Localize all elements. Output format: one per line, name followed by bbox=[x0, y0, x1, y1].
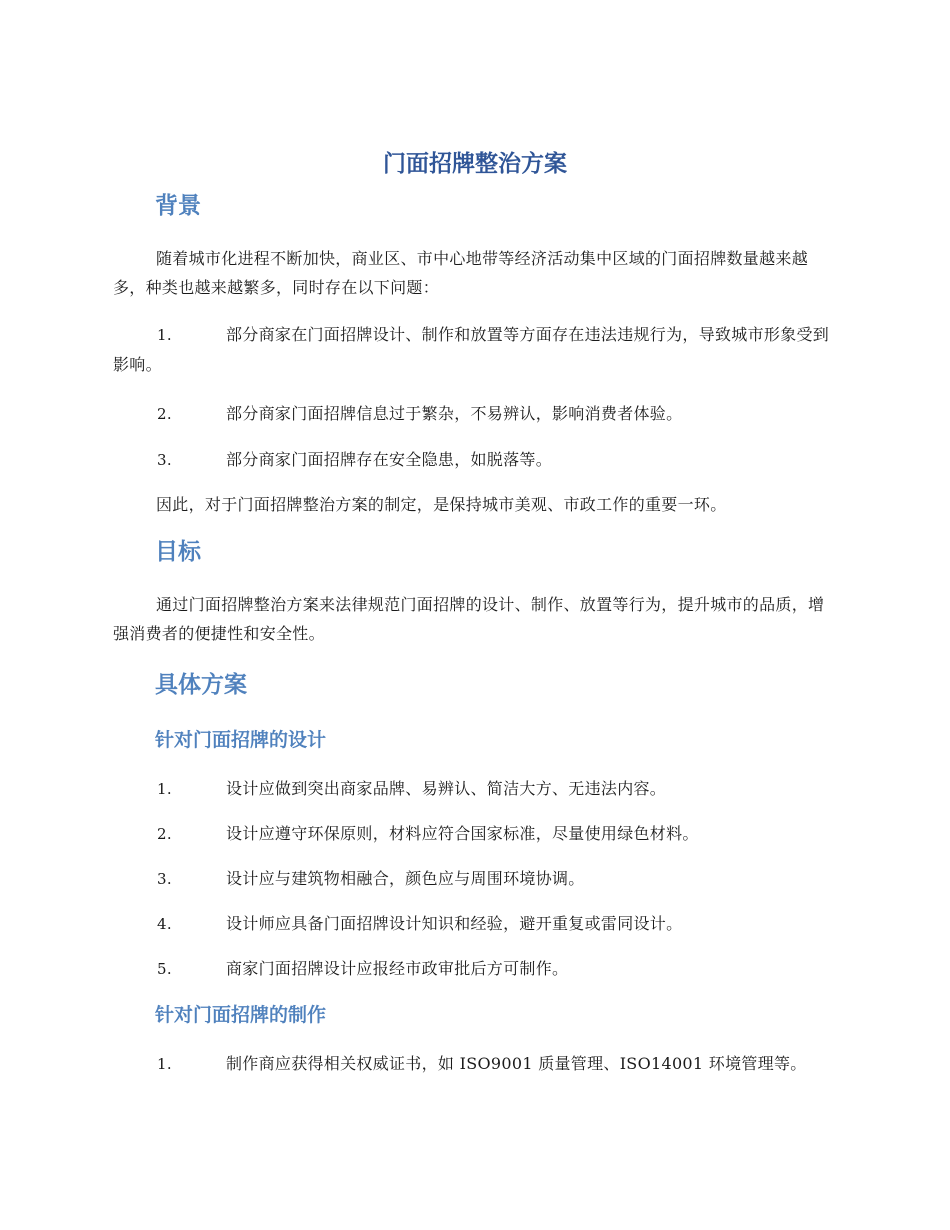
list-item bbox=[113, 864, 839, 894]
list-text: 设计师应具备门面招牌设计知识和经验，避开重复或雷同设计。 bbox=[226, 914, 683, 933]
list-item bbox=[113, 954, 839, 984]
goal-text: 通过门面招牌整治方案来法律规范门面招牌的设计、制作、放置等行为，提升城市的品质，增强消费者的便捷性和安全性。 bbox=[113, 595, 825, 643]
list-number: 2. bbox=[157, 825, 172, 843]
list-number: 1. bbox=[157, 1055, 172, 1073]
list-item bbox=[113, 909, 839, 939]
list-text: 部分商家在门面招牌设计、制作和放置等方面存在违法违规行为，导致城市形象受到影响。 bbox=[113, 325, 830, 374]
list-item bbox=[113, 774, 839, 804]
list-item bbox=[113, 320, 839, 379]
heading-production: 针对门面招牌的制作 bbox=[155, 1004, 327, 1026]
list-text: 部分商家门面招牌存在安全隐患，如脱落等。 bbox=[226, 450, 553, 469]
list-item bbox=[113, 445, 839, 475]
list-text: 制作商应获得相关权威证书，如 ISO9001 质量管理、ISO14001 环境管理等。 bbox=[226, 1054, 807, 1073]
list-item bbox=[113, 819, 839, 849]
list-number: 5. bbox=[157, 960, 172, 978]
list-number: 2. bbox=[157, 405, 172, 423]
list-number: 3. bbox=[157, 870, 172, 888]
list-text: 设计应做到突出商家品牌、易辨认、简洁大方、无违法内容。 bbox=[226, 779, 667, 798]
list-item bbox=[113, 1049, 813, 1079]
list-number: 3. bbox=[157, 451, 172, 469]
list-text: 设计应遵守环保原则，材料应符合国家标准，尽量使用绿色材料。 bbox=[226, 824, 699, 843]
list-text: 设计应与建筑物相融合，颜色应与周围环境协调。 bbox=[226, 869, 585, 888]
heading-background: 背景 bbox=[155, 193, 201, 219]
heading-goal: 目标 bbox=[155, 539, 201, 565]
list-number: 1. bbox=[157, 326, 172, 344]
document-title: 门面招牌整治方案 bbox=[383, 151, 567, 177]
list-text: 部分商家门面招牌信息过于繁杂，不易辨认，影响消费者体验。 bbox=[226, 404, 683, 423]
background-conclusion: 因此，对于门面招牌整治方案的制定，是保持城市美观、市政工作的重要一环。 bbox=[156, 495, 727, 514]
heading-design: 针对门面招牌的设计 bbox=[155, 729, 327, 751]
background-intro: 随着城市化进程不断加快，商业区、市中心地带等经济活动集中区域的门面招牌数量越来越多，种类也越来越繁多，同时存在以下问题： bbox=[113, 249, 809, 297]
list-number: 4. bbox=[157, 915, 172, 933]
list-number: 1. bbox=[157, 780, 172, 798]
list-item bbox=[113, 399, 839, 429]
heading-plan: 具体方案 bbox=[155, 672, 247, 698]
list-text: 商家门面招牌设计应报经市政审批后方可制作。 bbox=[226, 959, 569, 978]
